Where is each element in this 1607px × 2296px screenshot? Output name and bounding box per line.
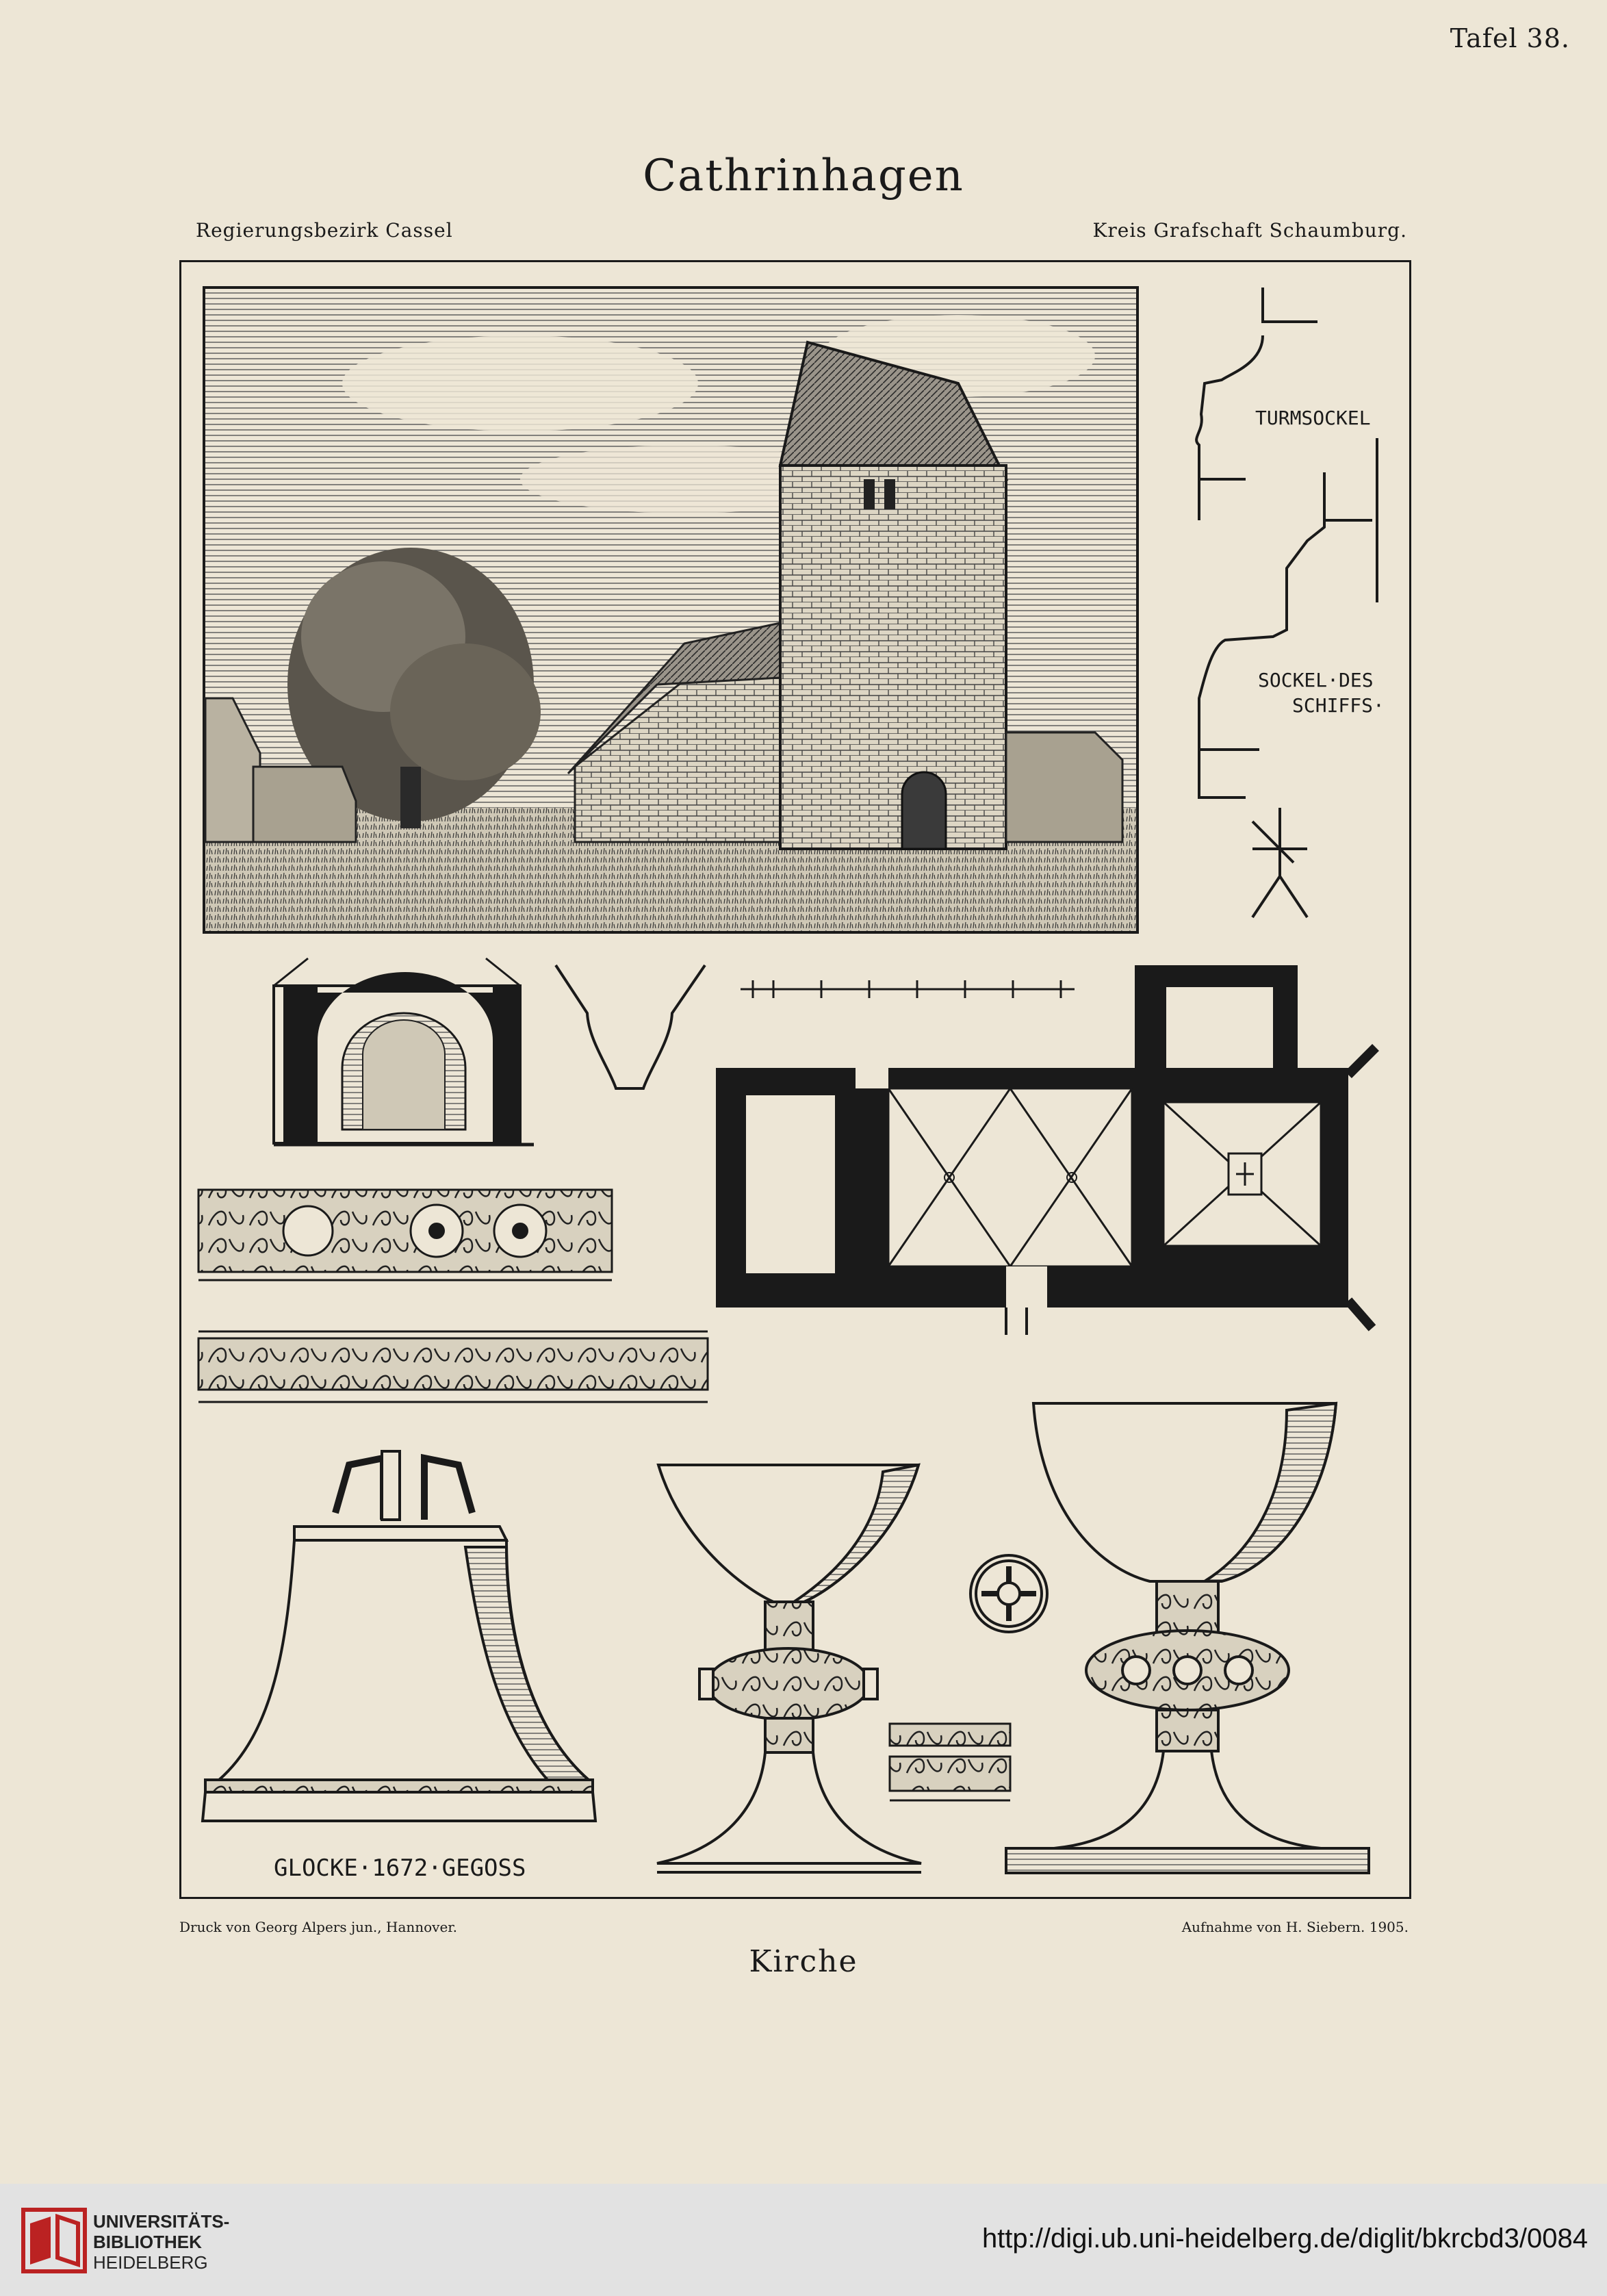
page-title: Cathrinhagen [643, 151, 964, 201]
bell-drawing [203, 1451, 595, 1821]
printer-credit: Druck von Georg Alpers jun., Hannover. [179, 1919, 458, 1935]
nave-base-profile [1199, 472, 1372, 798]
frieze-lower [198, 1331, 708, 1402]
plate-number: Tafel 38. [1450, 23, 1570, 53]
county-label: Kreis Grafschaft Schaumburg. [1092, 219, 1407, 242]
chalice-large [1006, 1403, 1369, 1873]
medallion-drawing [970, 1555, 1047, 1632]
district-label: Regierungsbezirk Cassel [196, 219, 453, 242]
floor-plan [716, 967, 1376, 1335]
sockel-des-label: SOCKEL·DES [1258, 669, 1374, 691]
plate-caption: Kirche [749, 1944, 858, 1979]
library-name-line-3: HEIDELBERG [93, 2252, 208, 2273]
library-logo-icon[interactable] [16, 2203, 92, 2278]
ornament-strips [890, 1724, 1010, 1800]
turmsockel-label: TURMSOCKEL [1255, 407, 1371, 429]
church-engraving [204, 288, 1137, 932]
library-name-line-1: UNIVERSITÄTS- [93, 2211, 230, 2232]
library-name[interactable] [93, 2211, 229, 2273]
permalink-url[interactable]: http://digi.ub.uni-heidelberg.de/diglit/bkrcbd3/0084 [981, 2223, 1588, 2254]
frieze-upper [198, 1190, 612, 1280]
schiffs-label: SCHIFFS· [1292, 694, 1385, 717]
mason-mark [1252, 808, 1307, 917]
chalice-small [657, 1465, 921, 1872]
bell-inscription-label: GLOCKE·1672·GEGOSS [274, 1854, 526, 1882]
rib-profile [556, 965, 705, 1088]
library-footer [0, 2184, 1607, 2296]
church-tower [780, 342, 1006, 849]
tower-base-profile [1196, 288, 1377, 602]
library-name-line-2: BIBLIOTHEK [93, 2232, 202, 2252]
photo-credit: Aufnahme von H. Siebern. 1905. [1181, 1919, 1409, 1935]
vault-section-drawing [274, 958, 534, 1145]
scale-bar [741, 980, 1075, 998]
